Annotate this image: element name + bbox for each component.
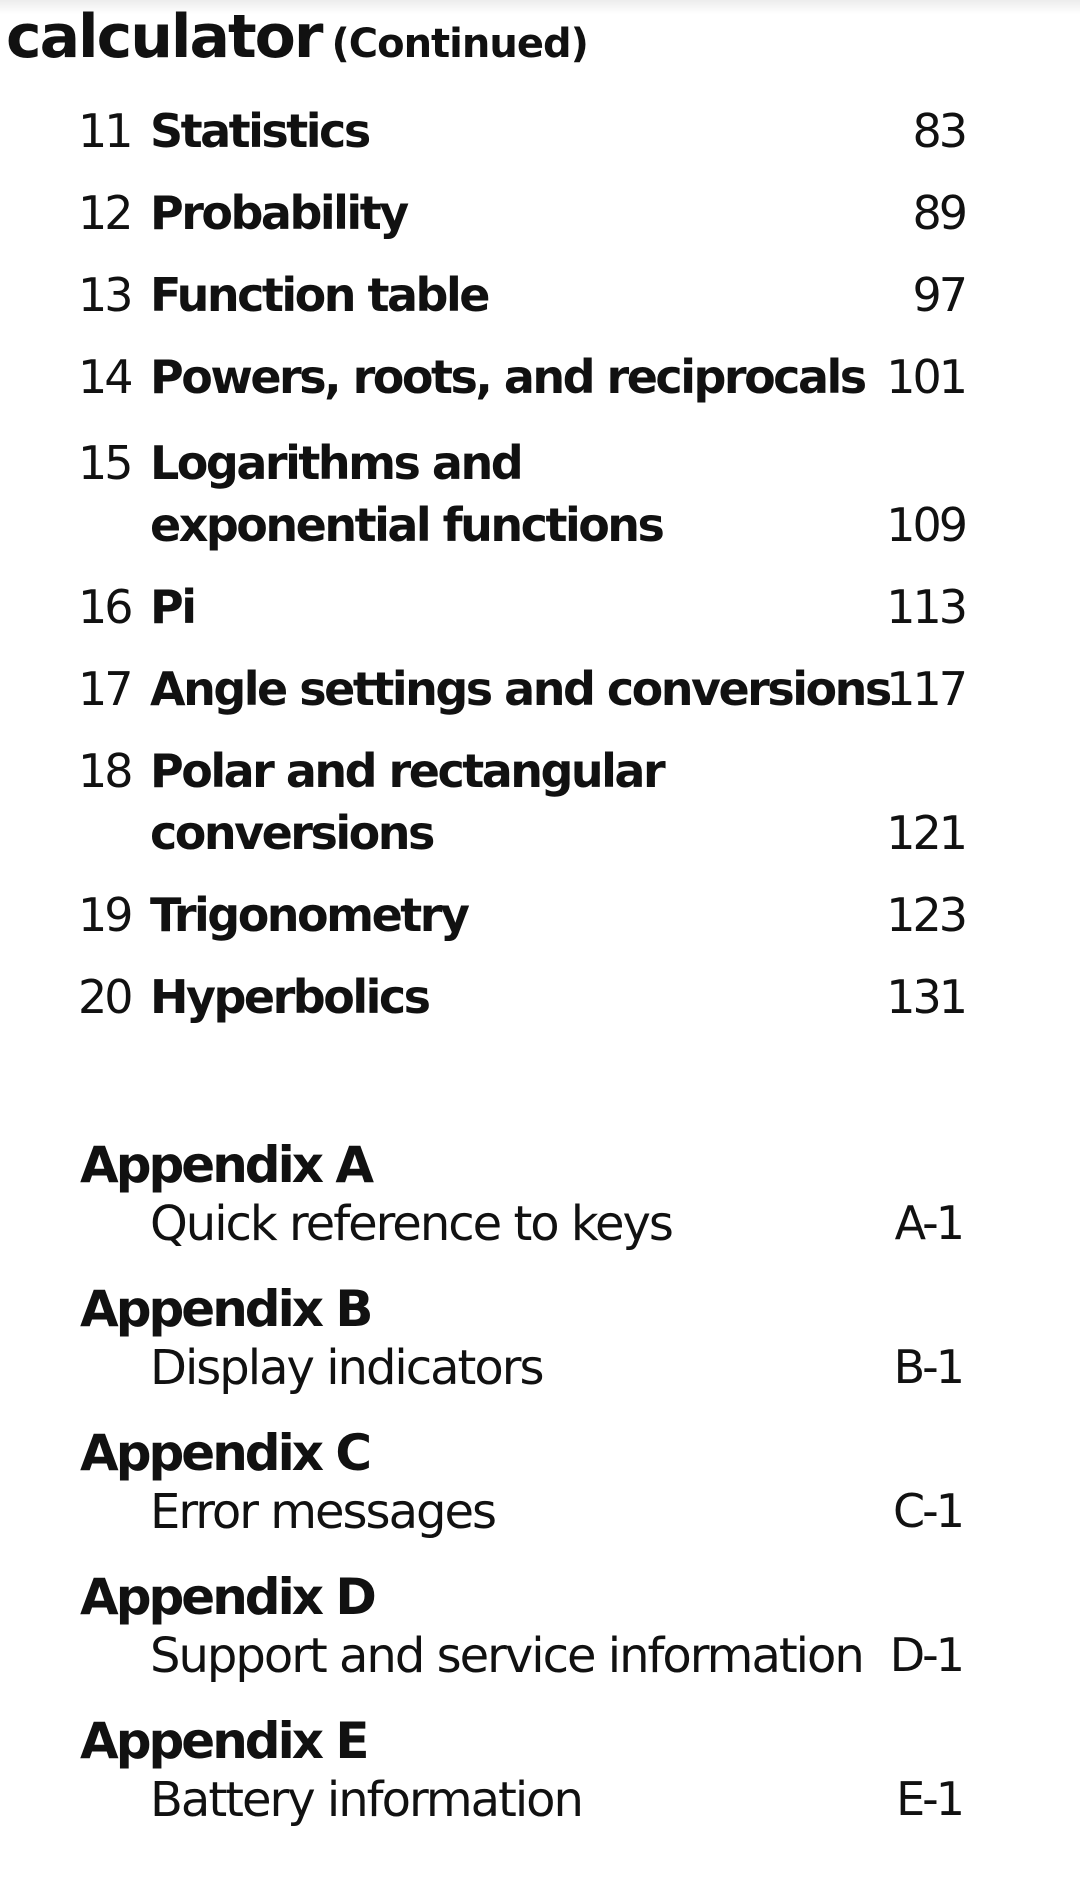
appendix-label: Appendix D bbox=[80, 1568, 374, 1626]
page-number: B-1 bbox=[893, 1340, 962, 1394]
chapter-number: 12 bbox=[78, 186, 131, 240]
chapter-number: 14 bbox=[78, 350, 131, 404]
chapter-number: 19 bbox=[78, 888, 131, 942]
chapter-title: Polar and rectangular bbox=[150, 744, 664, 798]
page-number: 89 bbox=[912, 186, 965, 240]
appendix-title: Display indicators bbox=[150, 1340, 543, 1396]
chapter-number: 11 bbox=[78, 104, 131, 158]
page-number: D-1 bbox=[889, 1628, 962, 1682]
appendix-title: Battery information bbox=[150, 1772, 582, 1828]
page-header bbox=[6, 2, 588, 72]
page-subtitle: (Continued) bbox=[331, 21, 588, 67]
chapter-title: Function table bbox=[150, 268, 488, 322]
page-number: 131 bbox=[886, 970, 965, 1024]
appendix-title: Support and service information bbox=[150, 1628, 863, 1684]
page-number: 101 bbox=[886, 350, 965, 404]
page-number: 123 bbox=[886, 888, 965, 942]
page-number: 121 bbox=[886, 806, 965, 860]
chapter-number: 17 bbox=[78, 662, 131, 716]
chapter-title: Hyperbolics bbox=[150, 970, 429, 1024]
chapter-title: Logarithms and bbox=[150, 436, 522, 490]
page-number: 109 bbox=[886, 498, 965, 552]
chapter-title-continued: exponential functions bbox=[150, 498, 663, 552]
chapter-title: Probability bbox=[150, 186, 407, 240]
page-number: C-1 bbox=[893, 1484, 962, 1538]
appendix-title: Quick reference to keys bbox=[150, 1196, 672, 1252]
chapter-title-continued: conversions bbox=[150, 806, 433, 860]
page-title: calculator bbox=[6, 2, 322, 72]
chapter-number: 16 bbox=[78, 580, 131, 634]
chapter-title: Pi bbox=[150, 580, 195, 634]
appendix-label: Appendix C bbox=[80, 1424, 370, 1482]
appendix-label: Appendix E bbox=[80, 1712, 367, 1770]
chapter-number: 20 bbox=[78, 970, 131, 1024]
page-number: 113 bbox=[886, 580, 965, 634]
appendix-label: Appendix B bbox=[80, 1280, 371, 1338]
chapter-title: Statistics bbox=[150, 104, 369, 158]
chapter-title: Powers, roots, and reciprocals bbox=[150, 350, 865, 404]
appendix-label: Appendix A bbox=[80, 1136, 372, 1194]
chapter-number: 18 bbox=[78, 744, 131, 798]
chapter-number: 15 bbox=[78, 436, 131, 490]
page-number: 83 bbox=[912, 104, 965, 158]
page-number: A-1 bbox=[894, 1196, 962, 1250]
chapter-title: Angle settings and conversions bbox=[150, 662, 890, 716]
page-number: E-1 bbox=[896, 1772, 962, 1826]
chapter-number: 13 bbox=[78, 268, 131, 322]
page-number: 117 bbox=[886, 662, 965, 716]
chapter-title: Trigonometry bbox=[150, 888, 468, 942]
page-number: 97 bbox=[912, 268, 965, 322]
appendix-title: Error messages bbox=[150, 1484, 495, 1540]
